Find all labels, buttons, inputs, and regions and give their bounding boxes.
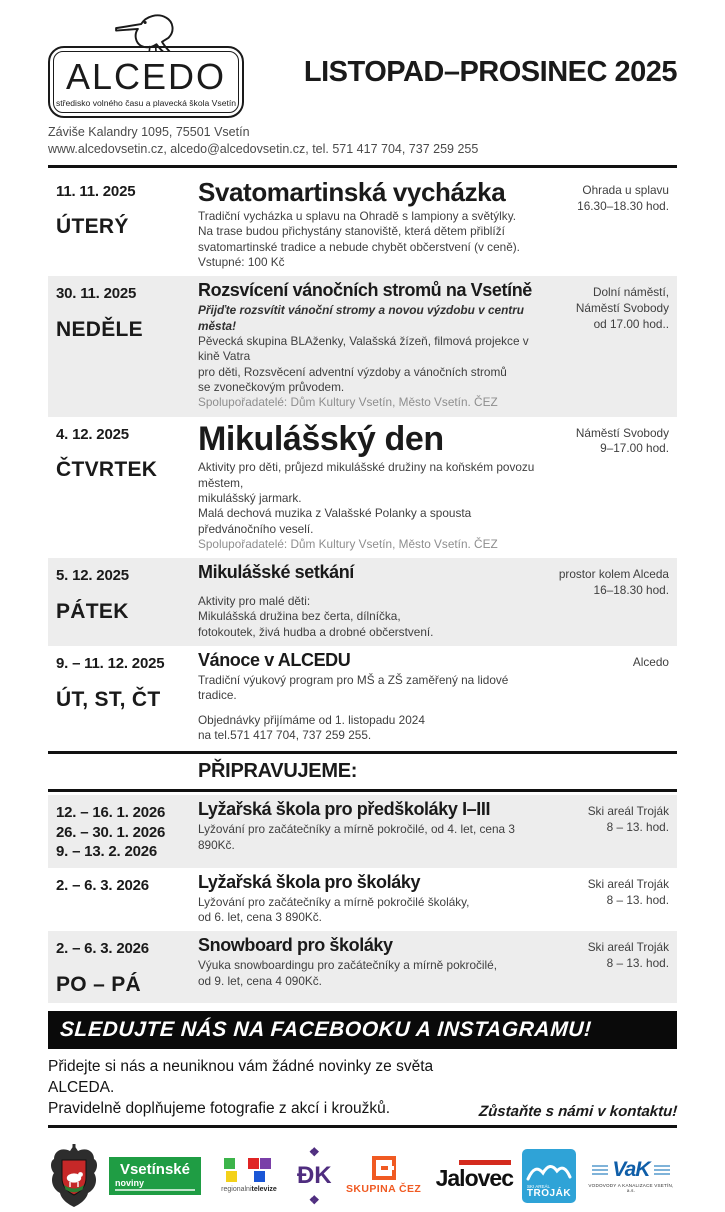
event-description [198, 895, 541, 926]
event-description-line: se zvonečkovým průvodem. [198, 379, 345, 394]
header [48, 12, 677, 118]
event-location-line: prostor kolem Alceda [558, 567, 669, 582]
event-row [48, 276, 677, 416]
event-date-column [56, 873, 198, 926]
vak-row [592, 1158, 669, 1182]
event-dates [56, 566, 198, 586]
event-date: 9. – 13. 2. 2026 [56, 843, 158, 861]
event-description [198, 822, 541, 853]
event-location-line: 8 – 13. hod. [606, 956, 669, 971]
event-location-line: 9–17.00 hod. [600, 441, 669, 456]
event-day: ÚTERÝ [56, 215, 129, 239]
contact-cta: Zůstaňte s námi v kontaktu! [478, 1102, 678, 1120]
event-date-column [56, 936, 198, 997]
event-date-column [56, 422, 198, 553]
event-date-column [56, 651, 198, 743]
address-line: Záviše Kalandry 1095, 75501 Vsetín [48, 125, 250, 139]
trojak-text: TROJÁK [526, 1187, 572, 1199]
jalovec-red-bar-icon [459, 1160, 511, 1165]
logo-box-inner [53, 51, 239, 113]
event-location-column [541, 651, 669, 743]
event-description-line: Lyžování pro začátečníky a mírně pokročilé školáky, [198, 894, 470, 909]
event-date-column [56, 179, 198, 271]
divider [48, 751, 677, 754]
event-description-line [198, 704, 541, 713]
event-main-column [198, 936, 541, 997]
event-description-line: Spolupořadatelé: Dům Kultury Vsetín, Město Vsetín. ČEZ [198, 536, 498, 551]
event-main-column [198, 419, 541, 553]
event-row [48, 417, 677, 559]
event-location-column [541, 281, 669, 410]
event-main-column [198, 651, 541, 743]
event-description-line: Přijďte rozsvítit vánoční stromy a novou výzdobu v centru města! [198, 303, 524, 333]
event-description-line: Objednávky přijímáme od 1. listopadu 2024 [198, 712, 425, 727]
event-description-line: Malá dechová muzika z Valašské Polanky a spousta předvánočního veselí. [198, 506, 472, 536]
events-list [48, 174, 677, 750]
contact-text [48, 1057, 479, 1120]
event-date: 4. 12. 2025 [56, 425, 129, 443]
address-block [48, 124, 677, 158]
event-dates [56, 425, 198, 445]
event-description-line: Spolupořadatelé: Dům Kultury Vsetín, Město Vsetín. ČEZ [198, 395, 498, 410]
event-date: 2. – 6. 3. 2026 [56, 876, 149, 894]
event-description [198, 460, 541, 552]
dum-kultury-logo [297, 1145, 332, 1207]
event-description-line: svatomartinské tradice a nebude chybět občerstvení (v ceně). [198, 239, 520, 254]
event-day: PÁTEK [56, 599, 129, 623]
vsetinske-noviny-subtitle: noviny [115, 1179, 195, 1191]
vsetinske-noviny-logo [109, 1157, 201, 1195]
event-dates [56, 939, 198, 959]
event-location-line: Alcedo [632, 655, 669, 670]
event-description-line [198, 585, 541, 594]
event-date-column [56, 563, 198, 640]
event-day: PO – PÁ [56, 972, 141, 996]
event-date: 2. – 6. 3. 2026 [56, 940, 149, 958]
event-description-line: Pěvecká skupina BLAženky, Valašská žízeň, filmová projekce v kině Vatra [198, 333, 529, 364]
event-date: 26. – 30. 1. 2026 [56, 823, 166, 841]
contact-block [48, 1057, 677, 1120]
event-description-line: pro děti, Rozsvěcení adventní výzdoby a vánočních stromů [198, 364, 507, 379]
trojak-caption: SKI AREÁL [526, 1183, 550, 1189]
jalovec-logo [436, 1159, 513, 1192]
event-main-column [198, 563, 541, 640]
event-location-line: od 17.00 hod.. [593, 317, 669, 332]
event-description [198, 958, 541, 989]
event-title: Lyžařská škola pro předškoláky I–III [198, 799, 491, 820]
event-description [198, 585, 541, 640]
event-description-line: Aktivity pro malé děti: [198, 594, 311, 609]
event-location-line: Ski areál Troják [587, 804, 669, 819]
event-location-column [541, 873, 669, 926]
vak-waves-icon [592, 1165, 608, 1167]
dk-text: ĐK [296, 1161, 332, 1189]
event-location-line: Ski areál Troják [587, 940, 669, 955]
event-title: Vánoce v ALCEDU [198, 650, 351, 671]
event-day: NEDĚLE [56, 317, 143, 341]
event-dates [56, 284, 198, 304]
event-location-line: Náměstí Svobody [575, 301, 669, 316]
event-description-line: Na trase budou přichystány stanoviště, která dětem přiblíží [198, 224, 505, 239]
event-dates [56, 803, 198, 862]
event-title: Svatomartinská vycházka [198, 176, 506, 207]
trojak-logo [522, 1149, 576, 1203]
logo-name: ALCEDO [65, 55, 227, 97]
event-location-line: Náměstí Svobody [575, 425, 669, 440]
event-day: ÚT, ST, ČT [56, 687, 161, 711]
vak-waves-icon [654, 1165, 670, 1167]
divider [48, 789, 677, 792]
logo-subtitle: středisko volného času a plavecká škola Vsetín [55, 97, 237, 108]
event-description [198, 303, 541, 410]
event-location-column [541, 800, 669, 862]
event-description [198, 209, 541, 270]
event-location-line: 8 – 13. hod. [606, 892, 669, 907]
event-title: Snowboard pro školáky [198, 935, 393, 956]
social-banner-text: SLEDUJTE NÁS NA FACEBOOKU A INSTAGRAMU! [59, 1017, 593, 1041]
cez-text: SKUPINA ČEZ [346, 1183, 422, 1196]
event-title: Lyžařská škola pro školáky [198, 871, 421, 892]
event-day: ČTVRTEK [56, 458, 158, 482]
vsetin-coat-of-arms-logo [48, 1143, 100, 1209]
event-location-line: Ohrada u splavu [582, 182, 669, 197]
partner-logos [48, 1140, 677, 1212]
event-row [48, 795, 677, 868]
event-description-line: mikulášský jarmark. [198, 490, 302, 505]
vak-logo [585, 1158, 677, 1193]
event-description-line: od 6. let, cena 3 890Kč. [198, 910, 322, 924]
regionalni-televize-logo [210, 1158, 288, 1193]
vsetinske-noviny-title: Vsetínské [119, 1160, 190, 1178]
skupina-cez-logo [341, 1156, 427, 1195]
event-main-column [198, 176, 541, 271]
page-title: LISTOPAD–PROSINEC 2025 [303, 56, 677, 88]
event-location-line: 16–18.30 hod. [593, 583, 669, 598]
cez-mark-icon [372, 1156, 396, 1180]
event-location-column [541, 936, 669, 997]
event-description-line: Vstupné: 100 Kč [198, 255, 285, 270]
contact-text-line: Pravidelně doplňujeme fotografie z akcí i kroužků. [48, 1099, 391, 1117]
upcoming-section-header [48, 751, 677, 792]
event-date: 11. 11. 2025 [56, 182, 136, 200]
event-main-column [198, 281, 541, 410]
contact-text-line: Přidejte si nás a neuniknou vám žádné novinky ze světa ALCEDA. [48, 1057, 434, 1096]
event-row [48, 646, 677, 749]
header-divider [48, 165, 677, 168]
event-description-line: Tradiční vycházka u splavu na Ohradě s lampiony a světýlky. [198, 209, 517, 224]
upcoming-list [48, 795, 677, 1003]
event-description-line: Aktivity pro děti, průjezd mikulášské družiny na koňském povozu městem, [198, 460, 535, 490]
alcedo-logo [48, 12, 244, 118]
vak-caption: VODOVODY A KANALIZACE VSETÍN, a.s. [588, 1183, 674, 1194]
event-description-line: od 9. let, cena 4 090Kč. [198, 973, 322, 988]
social-banner [48, 1011, 677, 1049]
event-date: 12. – 16. 1. 2026 [56, 804, 166, 822]
event-title: Mikulášský den [198, 419, 444, 458]
event-description-line: Lyžování pro začátečníky a mírně pokročilé, od 4. let, cena 3 890Kč. [198, 822, 515, 852]
event-main-column [198, 873, 541, 926]
event-title: Mikulášské setkání [198, 562, 354, 583]
event-dates [56, 654, 198, 674]
rt-caption-regular: regionalni [221, 1186, 252, 1194]
footer-divider [48, 1125, 677, 1128]
event-dates [56, 876, 198, 896]
event-row [48, 174, 677, 277]
contact-line: www.alcedovsetin.cz, alcedo@alcedovsetin.cz, tel. 571 417 704, 737 259 255 [48, 141, 479, 156]
event-description-line: Mikulášská družina bez čerta, dílníčka, [198, 609, 401, 624]
event-location-line: Dolní náměstí, [592, 285, 669, 300]
event-dates [56, 182, 198, 202]
event-date-column [56, 281, 198, 410]
vsetin-coat-of-arms-icon [48, 1143, 100, 1209]
event-row [48, 558, 677, 646]
dk-diamond-icon: ❖ [308, 1192, 320, 1207]
vak-text: VaK [612, 1158, 650, 1182]
event-description-line: Výuka snowboardingu pro začátečníky a mírně pokročilé, [198, 958, 498, 973]
event-main-column [198, 800, 541, 862]
event-date-column [56, 800, 198, 862]
event-row [48, 868, 677, 932]
event-date: 9. – 11. 12. 2025 [56, 655, 165, 673]
event-title: Rozsvícení vánočních stromů na Vsetíně [198, 280, 532, 301]
event-row [48, 931, 677, 1003]
dk-diamond-icon: ❖ [308, 1144, 320, 1159]
event-location-line: Ski areál Troják [587, 876, 669, 891]
section-title: PŘIPRAVUJEME: [198, 760, 358, 783]
event-location-column [541, 563, 669, 640]
trojak-mountains-icon [522, 1149, 576, 1189]
event-description-line: na tel.571 417 704, 737 259 255. [198, 727, 372, 742]
event-description-line: Tradiční výukový program pro MŠ a ZŠ zaměřený na lidové tradice. [198, 672, 509, 703]
rt-squares-icon [224, 1158, 274, 1184]
event-date: 30. 11. 2025 [56, 285, 137, 303]
event-description [198, 673, 541, 743]
event-date: 5. 12. 2025 [56, 567, 129, 585]
rt-caption-bold: televize [251, 1186, 277, 1194]
logo-box [48, 46, 244, 118]
rt-caption [221, 1186, 277, 1193]
event-location-column [541, 179, 669, 271]
event-location-line: 8 – 13. hod. [606, 820, 669, 835]
jalovec-text: Jalovec [435, 1165, 513, 1192]
event-location-line: 16.30–18.30 hod. [577, 198, 669, 213]
event-description-line: fotokoutek, živá hudba a drobné občerstvení. [198, 624, 434, 639]
event-location-column [541, 422, 669, 553]
trojak-badge [522, 1149, 576, 1203]
